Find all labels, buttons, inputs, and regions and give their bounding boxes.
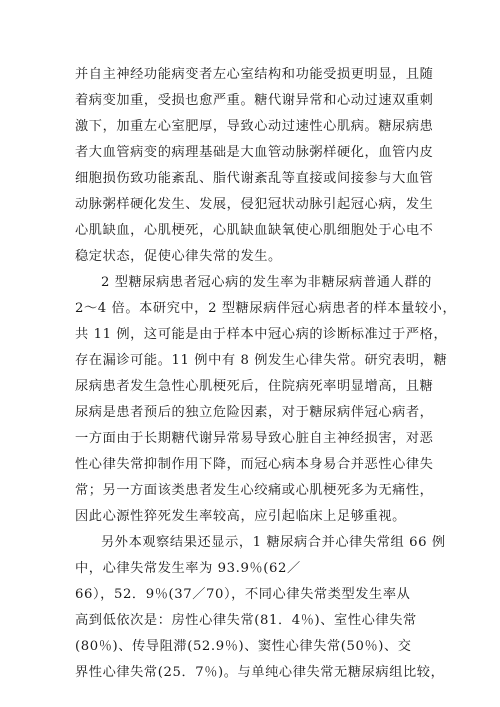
text-line: 存在漏诊可能。11 例中有 8 例发生心律失常。研究表明，糖 [75,353,448,368]
text-line: 细胞损伤致功能紊乱、脂代谢紊乱等直接或间接参与大血管 [75,171,434,186]
text-line: 者大血管病变的病理基础是大血管动脉粥样硬化，血管内皮 [75,145,434,160]
text-line: 动脉粥样硬化发生、发展，侵犯冠状动脉引起冠心病，发生 [75,197,434,212]
text-line: 一方面由于长期糖代谢异常易导致心脏自主神经损害，对恶 [75,431,434,446]
paragraph-first-line: 2 型糖尿病患者冠心病的发生率为非糖尿病普通人群的 [101,275,432,290]
text-line: 心肌缺血，心肌梗死，心肌缺血缺氧使心肌细胞处于心电不 [75,223,434,238]
text-line: 中，心律失常发生率为 93.9％(62／ [75,561,301,576]
text-line: 常；另一方面该类患者发生心绞痛或心肌梗死多为无痛性， [75,483,434,498]
text-line: 尿病患者发生急性心肌梗死后，住院病死率明显增高，且糖 [75,379,434,394]
text-line: 2～4 倍。本研究中，2 型糖尿病伴冠心病患者的样本量较小， [75,301,457,316]
text-line: 稳定状态，促使心律失常的发生。 [75,249,282,264]
text-line: 激下，加重左心室肥厚，导致心动过速性心肌病。糖尿病患 [75,119,434,134]
text-line: 高到低依次是：房性心律失常(81．4％)、室性心律失常 [75,613,417,628]
text-line: 并自主神经功能病变者左心室结构和功能受损更明显，且随 [75,67,434,82]
text-line: 尿病是患者预后的独立危险因素，对于糖尿病伴冠心病者， [75,405,434,420]
text-line: 66），52．9％(37／70），不同心律失常类型发生率从 [75,587,411,602]
text-line: 共 11 例，这可能是由于样本中冠心病的诊断标准过于严格， [75,327,448,342]
text-line: 因此心源性猝死发生率较高，应引起临床上足够重视。 [75,509,406,524]
text-line: (80％)、传导阻滞(52.9％)、窦性心律失常(50％)、交 [75,639,412,654]
paragraph-first-line: 另外本观察结果还显示，1 糖尿病合并心律失常组 66 例 [101,535,446,550]
text-line: 性心律失常抑制作用下降，而冠心病本身易合并恶性心律失 [75,457,434,472]
text-line: 着病变加重，受损也愈严重。糖代谢异常和心动过速双重刺 [75,93,434,108]
text-line: 界性心律失常(25．7％)。与单纯心律失常无糖尿病组比较， [75,665,445,680]
